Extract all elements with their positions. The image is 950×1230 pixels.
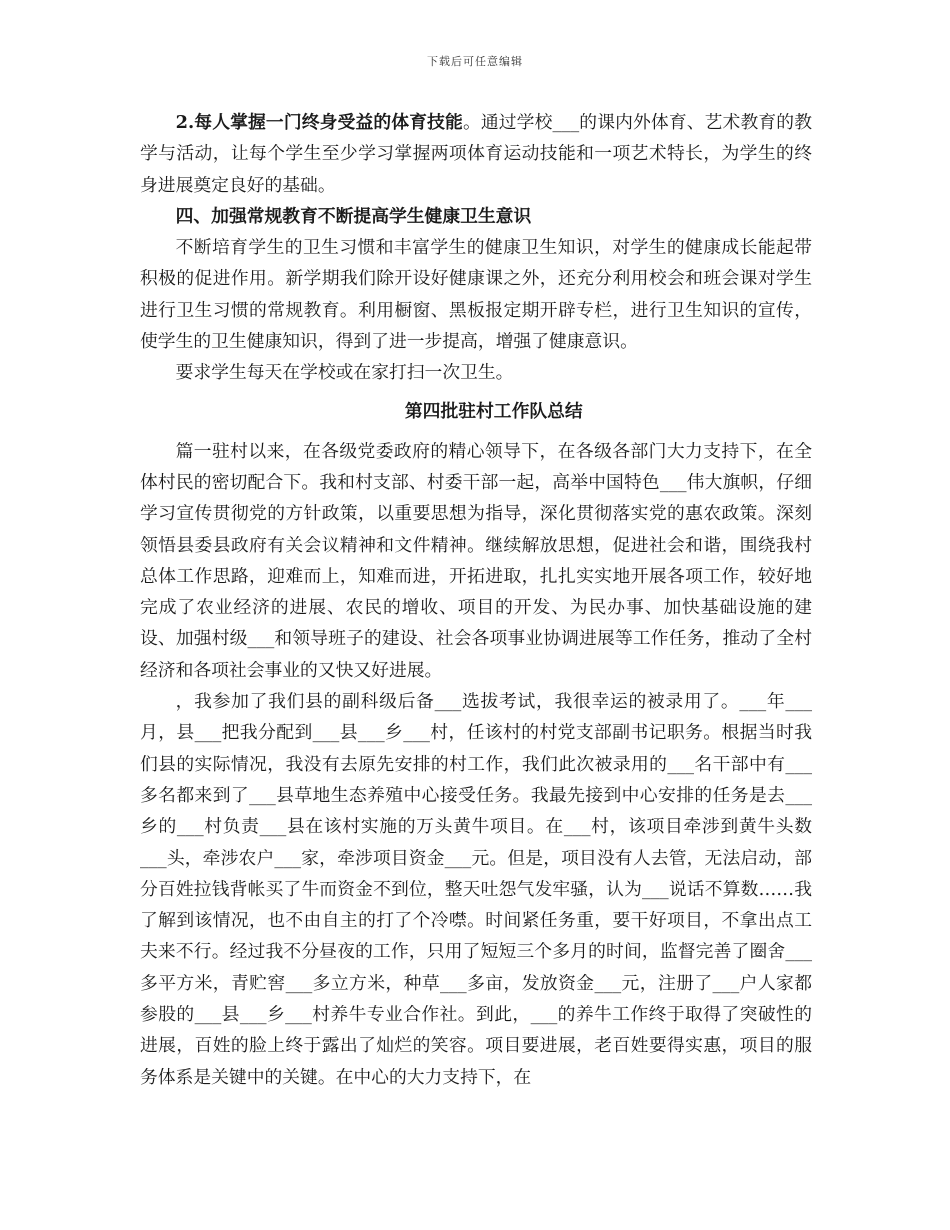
header-note: 下载后可任意编辑	[427, 55, 523, 68]
paragraph-village-summary: 篇一驻村以来，在各级党委政府的精心领导下，在各级各部门大力支持下，在全体村民的密切配合下。我和村支部、村委干部一起，高举中国特色___伟大旗帜，仔细学习宣传贯彻党的方针政策，以重要思想为指导，深化贯彻落实党的惠农政策。深刻领悟县委县政府有关会议精神和文件精神。继续解放思想，促进社会和谐，围绕我村总体工作思路，迎难而上，知难而进，开拓进取，扎扎实实地开展各项工作，较好地完成了农业经济的进展、农民的增收、项目的开发、为民办事、加快基础设施的建设、加强村级___和领导班子的建设、社会各项事业协调进展等工作任务，推动了全村经济和各项社会事业的又快又好进展。	[140, 440, 812, 681]
paragraph-hygiene-habits: 不断培育学生的卫生习惯和丰富学生的健康卫生知识，对学生的健康成长能起带积极的促进作用。新学期我们除开设好健康课之外，还充分利用校会和班会课对学生进行卫生习惯的常规教育。利用橱窗、黑板报定期开辟专栏，进行卫生知识的宣传，使学生的卫生健康知识，得到了进一步提高，增强了健康意识。	[140, 237, 812, 353]
paragraph-cleaning: 要求学生每天在学校或在家打扫一次卫生。	[175, 362, 514, 384]
paragraph-cattle-project: ，我参加了我们县的副科级后备___选拔考试，我很幸运的被录用了。___年___月，县___把我分配到___县___乡___村，任该村的村党支部副书记职务。根据当时我们县的实际情况，我没有去原先安排的村工作，我们此次被录用的___名干部中有___多名都来到了___县草地生态养殖中心接受任务。我最先接到中心安排的任务是去___乡的___村负责___县在该村实施的万头黄牛项目。在___村，该项目牵涉到黄牛头数___头，牵涉农户___家，牵涉项目资金___元。但是，项目没有人去管，无法启动，部分百姓拉钱背帐买了牛而资金不到位，整天吐怨气发牢骚，认为___说话不算数……我了解到该情况，也不由自主的打了个冷噤。时间紧任务重，要干好项目，不拿出点工夫来不行。经过我不分昼夜的工作，只用了短短三个多月的时间，监督完善了圈舍___多平方米，青贮窖___多立方米，种草___多亩，发放资金___元，注册了___户人家都参股的___县___乡___村养牛专业合作社。到此，___的养牛工作终于取得了突破性的进展，百姓的脸上终于露出了灿烂的笑容。项目要进展，老百姓要得实惠，项目的服务体系是关键中的关键。在中心的大力支持下，在	[140, 691, 812, 1088]
paragraph-sports-skill-text: 。通过学校___的课内外体育、艺术教育的教学与活动，让每个学生至少学习掌握两项体育运动技能和一项艺术特长，为学生的终身进展奠定良好的基础。	[140, 112, 812, 196]
document-title: 第四批驻村工作队总结	[404, 400, 583, 422]
paragraph-sports-skill-lead: 2.每人掌握一门终身受益的体育技能	[175, 112, 463, 133]
document-body	[140, 107, 812, 1093]
paragraph-sports-skill	[140, 107, 812, 201]
section-heading-hygiene: 四、加强常规教育不断提高学生健康卫生意识	[175, 205, 532, 227]
